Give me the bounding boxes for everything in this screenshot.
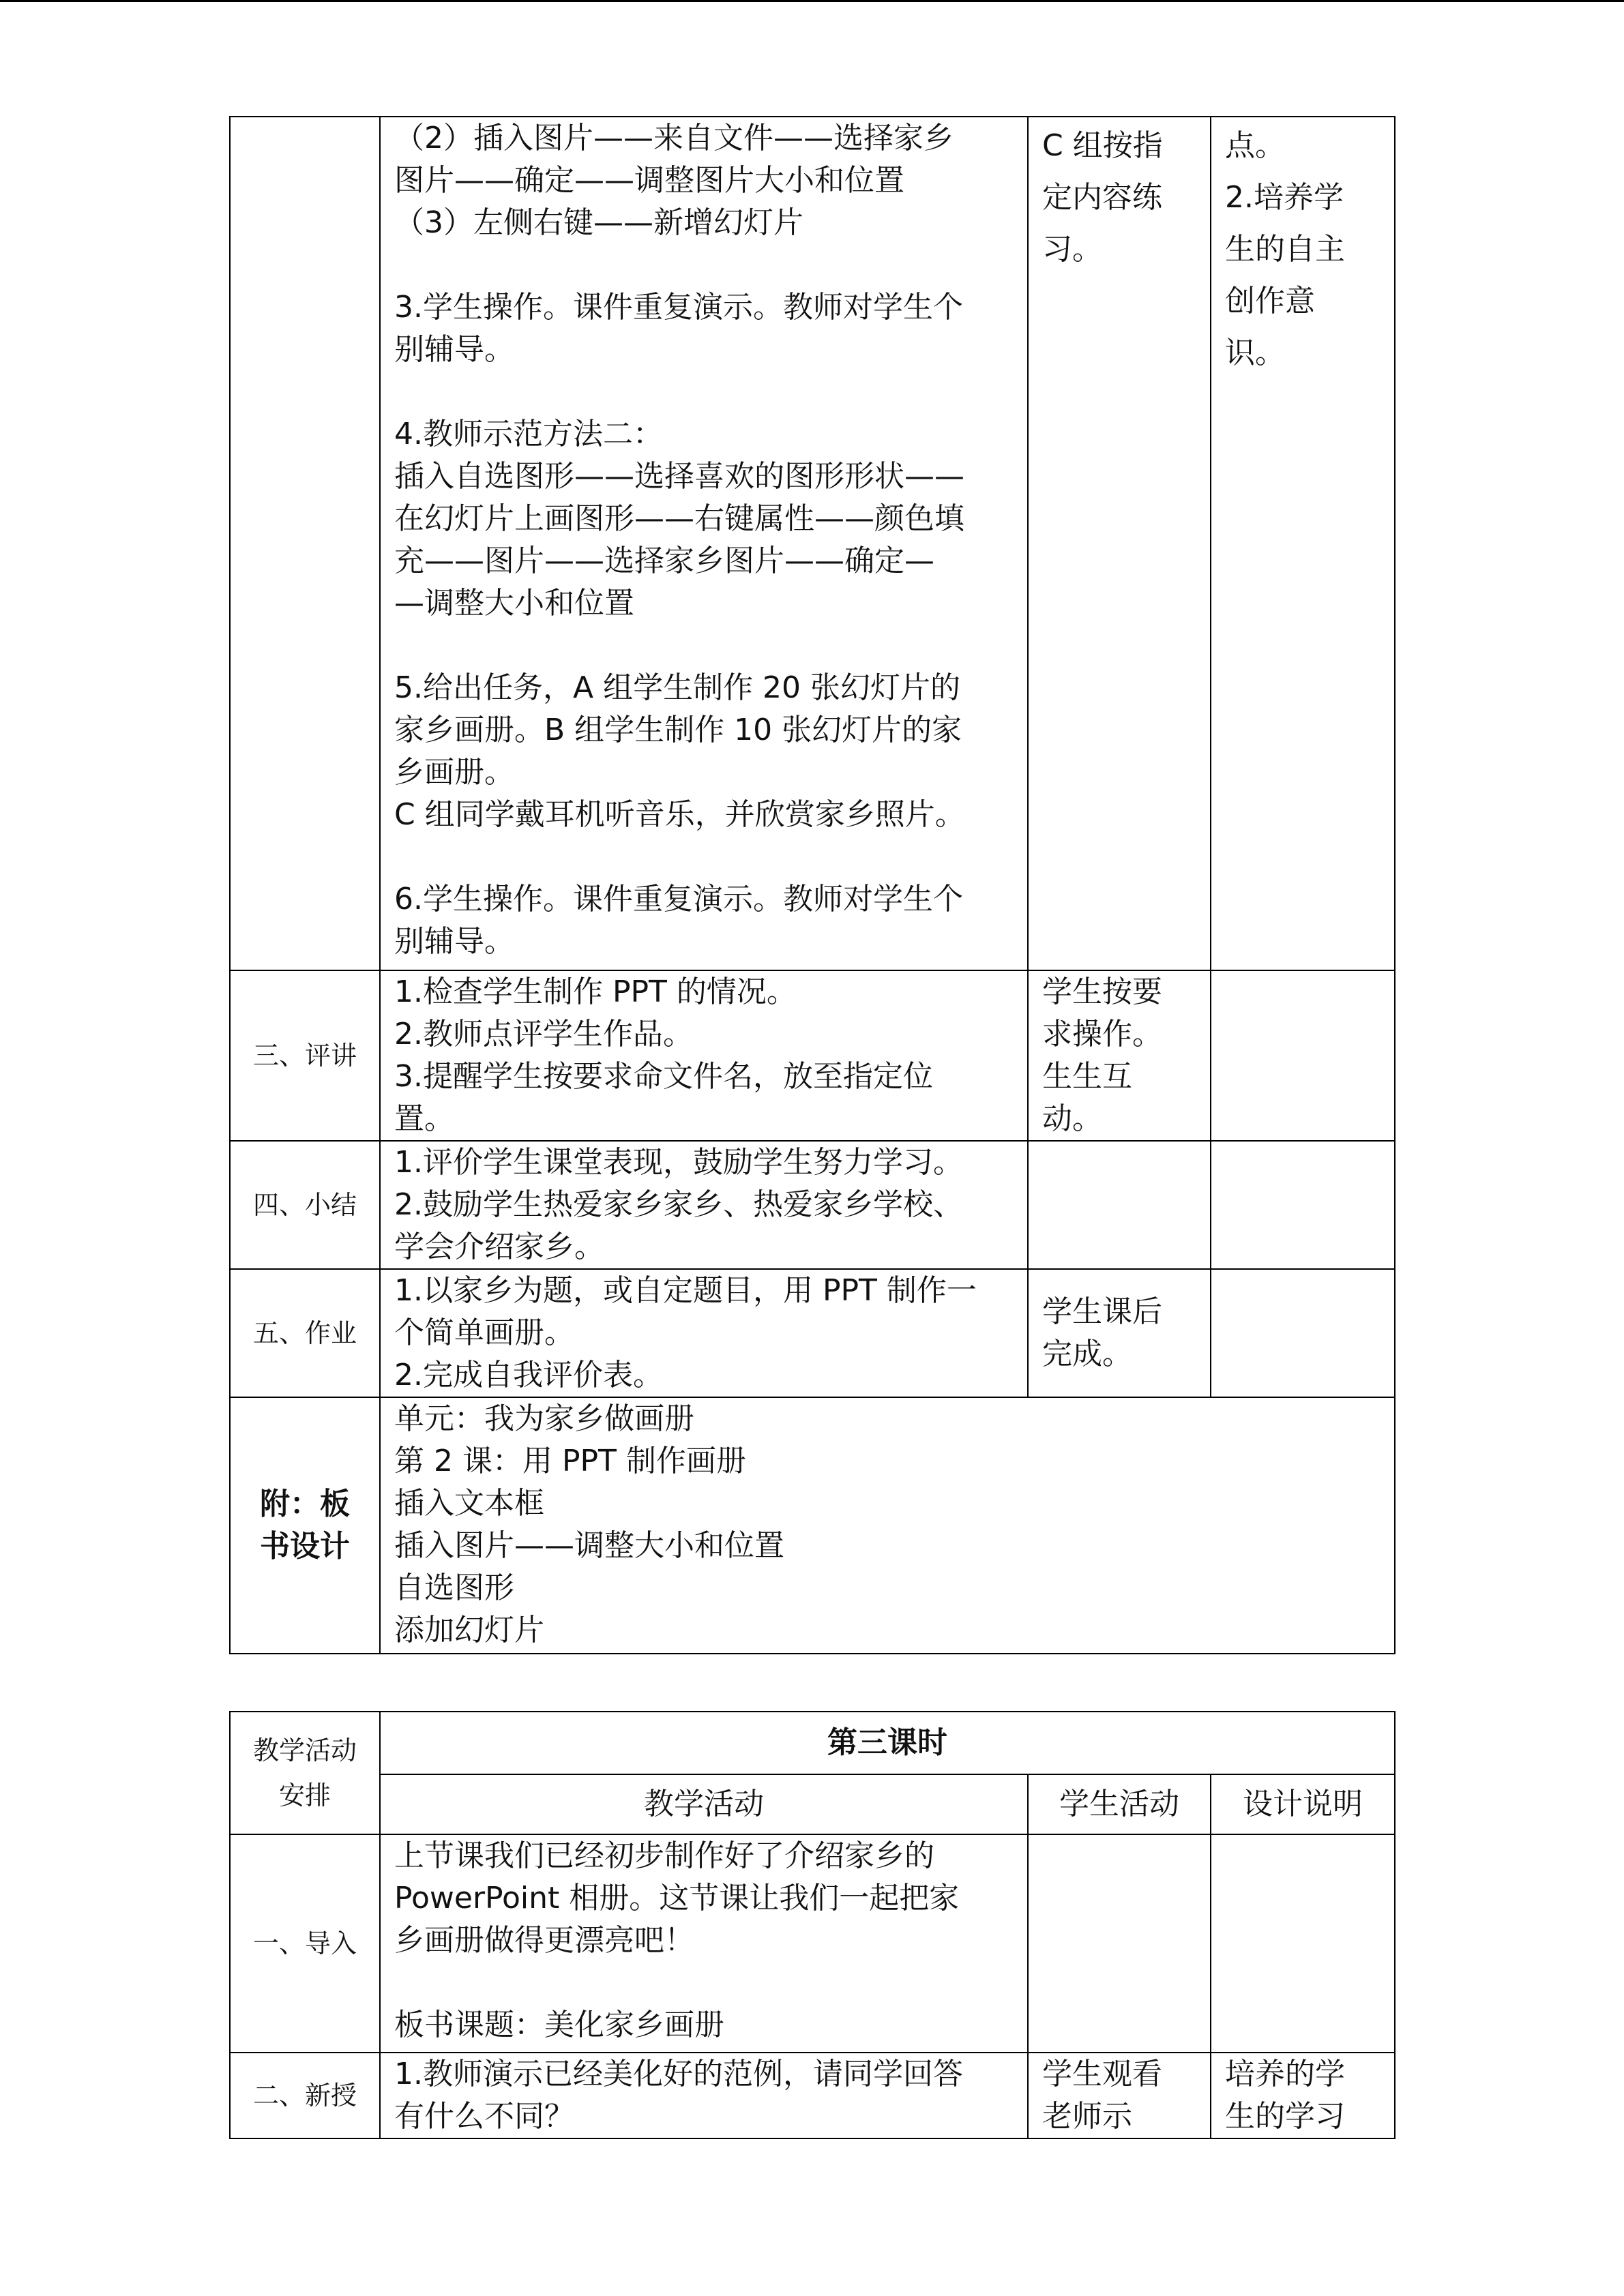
text-line: 添加幻灯片 xyxy=(394,1613,544,1648)
text-line: 乡画册。 xyxy=(394,755,514,790)
blank-line xyxy=(394,625,1014,667)
text-line: 安排 xyxy=(278,1780,331,1810)
text-line: 书设计 xyxy=(260,1529,350,1564)
table-row-intro xyxy=(230,1834,1395,2053)
text-line: 3.学生操作。课件重复演示。教师对学生个 xyxy=(394,290,963,325)
text-line: 1.以家乡为题，或自定题目，用 PPT 制作一 xyxy=(394,1273,977,1308)
design-note-lines xyxy=(1225,2053,1381,2138)
design-note-lines xyxy=(1225,120,1381,379)
activity-cell xyxy=(380,970,1028,1141)
text-line: 学生观看 xyxy=(1042,2057,1162,2091)
student-activity-cell xyxy=(1028,970,1211,1141)
text-line: 个简单画册。 xyxy=(394,1315,574,1350)
student-activity-cell xyxy=(1028,1834,1211,2053)
blank-line xyxy=(394,244,1014,286)
activity-cell xyxy=(380,1141,1028,1269)
design-note-cell xyxy=(1211,1141,1395,1269)
stage-label-homework: 五、作业 xyxy=(230,1269,380,1397)
text-line: 插入图片——调整大小和位置 xyxy=(394,1528,784,1563)
activity-lines xyxy=(394,117,1014,963)
board-design-lines xyxy=(394,1398,1381,1652)
text-line: （2）插入图片——来自文件——选择家乡 xyxy=(394,121,954,155)
text-line: 教学活动 xyxy=(252,1735,357,1765)
blank-line xyxy=(394,1962,1014,2004)
stage-label-intro: 一、导入 xyxy=(230,1834,380,2053)
student-activity-lines xyxy=(1042,2053,1196,2138)
stage-label-board-design xyxy=(230,1397,380,1654)
design-note-cell xyxy=(1211,2053,1395,2138)
table-row-continued-new-lesson xyxy=(230,117,1395,970)
text-line: 4.教师示范方法二： xyxy=(394,417,663,451)
text-line: 2.培养学 xyxy=(1225,180,1344,215)
activity-cell xyxy=(380,1269,1028,1397)
table-row-column-headers xyxy=(230,1774,1395,1834)
text-line: 乡画册做得更漂亮吧！ xyxy=(394,1923,694,1958)
text-line: 生的学习 xyxy=(1225,2099,1345,2134)
student-activity-cell xyxy=(1028,2053,1211,2138)
header-student-activity: 学生活动 xyxy=(1028,1774,1211,1834)
student-activity-cell xyxy=(1028,1141,1211,1269)
activity-lines xyxy=(394,1270,1014,1397)
text-line: 学会介绍家乡。 xyxy=(394,1229,604,1264)
text-line: 家乡画册。B 组学生制作 10 张幻灯片的家 xyxy=(394,713,962,747)
page-top-rule xyxy=(0,0,1624,2)
board-design-content-cell xyxy=(380,1397,1395,1654)
period-title: 第三课时 xyxy=(380,1712,1395,1774)
text-line: 习。 xyxy=(1042,232,1102,267)
text-line: 定内容练 xyxy=(1042,180,1162,215)
activity-lines xyxy=(394,1142,1014,1268)
text-line: 板书课题：美化家乡画册 xyxy=(394,2008,724,2042)
text-line: 5.给出任务，A 组学生制作 20 张幻灯片的 xyxy=(394,670,961,705)
student-activity-cell xyxy=(1028,1269,1211,1397)
text-line: 别辅导。 xyxy=(394,332,514,367)
text-line: C 组按指 xyxy=(1042,128,1163,163)
student-activity-lines xyxy=(1042,971,1196,1140)
text-line: 学生按要 xyxy=(1042,974,1162,1009)
text-line: —调整大小和位置 xyxy=(394,586,634,621)
text-line: 插入自选图形——选择喜欢的图形形状—— xyxy=(394,459,964,494)
text-line: 2.完成自我评价表。 xyxy=(394,1358,663,1392)
text-line: PowerPoint 相册。这节课让我们一起把家 xyxy=(394,1881,960,1915)
table-row-homework xyxy=(230,1269,1395,1397)
design-note-cell xyxy=(1211,1834,1395,2053)
text-line: 3.提醒学生按要求命文件名，放至指定位 xyxy=(394,1059,933,1094)
text-line: C 组同学戴耳机听音乐，并欣赏家乡照片。 xyxy=(394,797,965,832)
table-row-new-lesson xyxy=(230,2053,1395,2138)
text-line: 1.评价学生课堂表现，鼓励学生努力学习。 xyxy=(394,1145,963,1180)
header-teaching-activity: 教学活动 xyxy=(380,1774,1028,1834)
text-line: 有什么不同？ xyxy=(394,2099,574,2134)
text-line: 学生课后 xyxy=(1042,1294,1162,1329)
text-line: 第 2 课：用 PPT 制作画册 xyxy=(394,1444,746,1478)
student-activity-lines xyxy=(1042,120,1196,275)
arrangement-label-lines xyxy=(236,1728,374,1818)
text-line: 点。 xyxy=(1225,128,1285,163)
text-line: 置。 xyxy=(394,1101,454,1136)
text-line: 动。 xyxy=(1042,1101,1102,1136)
stage-label-summary: 四、小结 xyxy=(230,1141,380,1269)
header-design-notes: 设计说明 xyxy=(1211,1774,1395,1834)
activity-cell xyxy=(380,1834,1028,2053)
text-line: 完成。 xyxy=(1042,1337,1132,1371)
text-line: 6.学生操作。课件重复演示。教师对学生个 xyxy=(394,882,963,916)
student-activity-cell xyxy=(1028,117,1211,970)
text-line: 创作意 xyxy=(1225,284,1315,318)
text-line: 充——图片——选择家乡图片——确定— xyxy=(394,543,934,578)
text-line: 自选图形 xyxy=(394,1570,514,1605)
student-activity-lines xyxy=(1042,1291,1196,1375)
text-line: 2.教师点评学生作品。 xyxy=(394,1017,693,1052)
text-line: 识。 xyxy=(1225,336,1285,370)
text-line: 插入文本框 xyxy=(394,1486,544,1521)
stage-cell-empty xyxy=(230,117,380,970)
activity-cell xyxy=(380,2053,1028,2138)
table-row-period-title xyxy=(230,1712,1395,1774)
table-row-board-design xyxy=(230,1397,1395,1654)
text-line: 别辅导。 xyxy=(394,924,514,959)
activity-cell xyxy=(380,117,1028,970)
text-line: 上节课我们已经初步制作好了介绍家乡的 xyxy=(394,1838,934,1873)
text-line: 1.教师演示已经美化好的范例，请同学回答 xyxy=(394,2057,963,2091)
design-note-cell xyxy=(1211,117,1395,970)
text-line: 附：板 xyxy=(260,1487,350,1521)
activity-lines xyxy=(394,971,1014,1140)
stage-label-review: 三、评讲 xyxy=(230,970,380,1141)
text-line: （3）左侧右键——新增幻灯片 xyxy=(394,205,803,240)
text-line: 生的自主 xyxy=(1225,232,1345,267)
lesson-table-third-period xyxy=(229,1711,1396,2139)
text-line: 在幻灯片上画图形——右键属性——颜色填 xyxy=(394,501,964,536)
board-design-label-lines xyxy=(255,1483,355,1568)
text-line: 单元：我为家乡做画册 xyxy=(394,1401,694,1436)
text-line: 2.鼓励学生热爱家乡家乡、热爱家乡学校、 xyxy=(394,1187,963,1222)
text-line: 求操作。 xyxy=(1042,1017,1162,1052)
arrangement-label-cell xyxy=(230,1712,380,1834)
lesson-table-continued xyxy=(229,116,1396,1654)
text-line: 生生互 xyxy=(1042,1059,1132,1094)
blank-line xyxy=(394,836,1014,878)
table-row-summary xyxy=(230,1141,1395,1269)
text-line: 图片——确定——调整图片大小和位置 xyxy=(394,163,904,198)
design-note-cell xyxy=(1211,1269,1395,1397)
table-row-review xyxy=(230,970,1395,1141)
text-line: 培养的学 xyxy=(1225,2057,1345,2091)
text-line: 1.检查学生制作 PPT 的情况。 xyxy=(394,974,797,1009)
activity-lines xyxy=(394,1835,1014,2046)
blank-line xyxy=(394,371,1014,413)
stage-label-new-lesson: 二、新授 xyxy=(230,2053,380,2138)
text-line: 老师示 xyxy=(1042,2099,1132,2134)
design-note-cell xyxy=(1211,970,1395,1141)
activity-lines xyxy=(394,2053,1014,2138)
